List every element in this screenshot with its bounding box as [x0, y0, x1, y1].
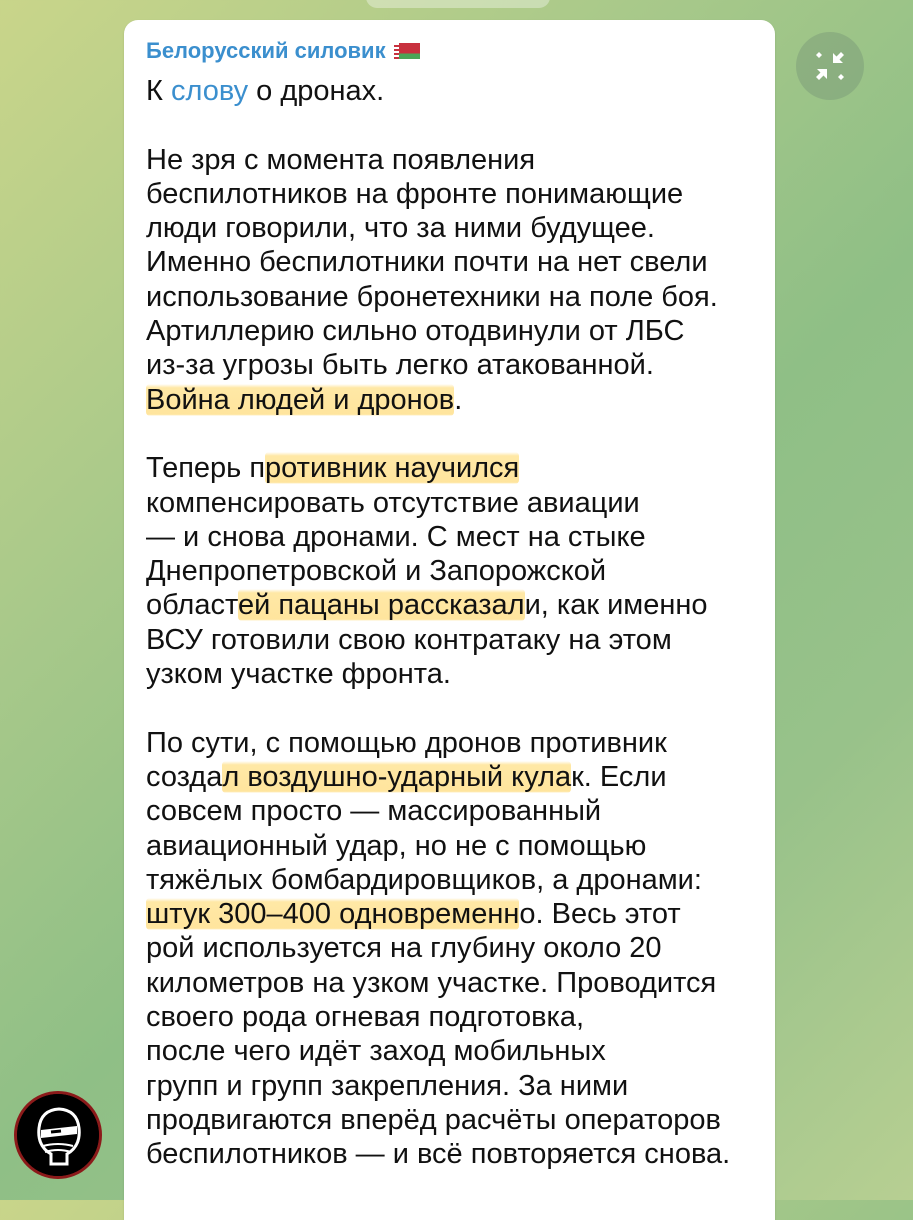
text-line: использование бронетехники на поле боя. [146, 280, 718, 313]
text-line: Теперь противник научился [146, 452, 520, 485]
intro-paragraph [146, 74, 761, 108]
sender-name[interactable] [146, 38, 420, 64]
text-line: ВСУ готовили свою контратаку на этом [146, 623, 672, 656]
text-line: беспилотников на фронте понимающие [146, 177, 684, 210]
paragraph-2 [146, 451, 761, 691]
highlight-mark: ей пацаны рассказал [237, 589, 525, 622]
highlight-mark: л воздушно-ударный кула [222, 760, 572, 793]
text-line: По сути, с помощью дронов противник [146, 726, 667, 759]
highlight-mark: штук 300–400 одновременн [146, 898, 520, 931]
text-line: областей пацаны рассказали, как именно [146, 589, 708, 622]
message-text [146, 74, 761, 1206]
highlight-mark: Война людей и дронов [146, 383, 455, 416]
text-line: люди говорили, что за ними будущее. [146, 212, 655, 245]
avatar[interactable] [14, 1091, 102, 1179]
collapse-button[interactable] [796, 32, 864, 100]
collapse-arrows-icon [813, 49, 847, 83]
text-line: групп и групп закрепления. За ними [146, 1069, 629, 1102]
text-line: компенсировать отсутствие авиации [146, 486, 640, 519]
text-line: беспилотников — и всё повторяется снова. [146, 1138, 731, 1171]
ninja-avatar-icon [17, 1094, 99, 1176]
text-line: авиационный удар, но не с помощью [146, 829, 647, 862]
top-scroll-pill [366, 0, 550, 8]
text-line: после чего идёт заход мобильных [146, 1035, 606, 1068]
paragraph-1 [146, 143, 761, 417]
text-line: Война людей и дронов. [146, 383, 463, 416]
text-line: из-за угрозы быть легко атакованной. [146, 349, 654, 382]
text-line: рой используется на глубину около 20 [146, 932, 662, 965]
text-line: узком участке фронта. [146, 658, 451, 691]
belarus-flag-icon [394, 43, 420, 59]
text-line: — и снова дронами. С мест на стыке [146, 520, 646, 553]
text-line: Днепропетровской и Запорожской [146, 555, 607, 588]
word-link[interactable]: слову [170, 75, 249, 107]
text-line: своего рода огневая подготовка, [146, 1001, 585, 1034]
text-line: штук 300–400 одновременно. Весь этот [146, 898, 681, 931]
text-line: тяжёлых бомбардировщиков, а дронами: [146, 863, 702, 896]
text-line: Не зря с момента появления [146, 143, 536, 176]
text-line: Артиллерию сильно отодвинули от ЛБС [146, 315, 685, 348]
sender-name-text: Белорусский силовик [146, 38, 386, 63]
text-line: создал воздушно-ударный кулак. Если [146, 760, 667, 793]
text-line: совсем просто — массированный [146, 795, 602, 828]
text-line: продвигаются вперёд расчёты операторов [146, 1103, 721, 1136]
text-line: К слову о дронах. [146, 75, 385, 107]
paragraph-3 [146, 726, 761, 1172]
text-line: километров на узком участке. Проводится [146, 966, 717, 999]
highlight-mark: ротивник научился [265, 452, 520, 485]
text-line: Именно беспилотники почти на нет свели [146, 246, 708, 279]
message-bubble [124, 20, 775, 1220]
